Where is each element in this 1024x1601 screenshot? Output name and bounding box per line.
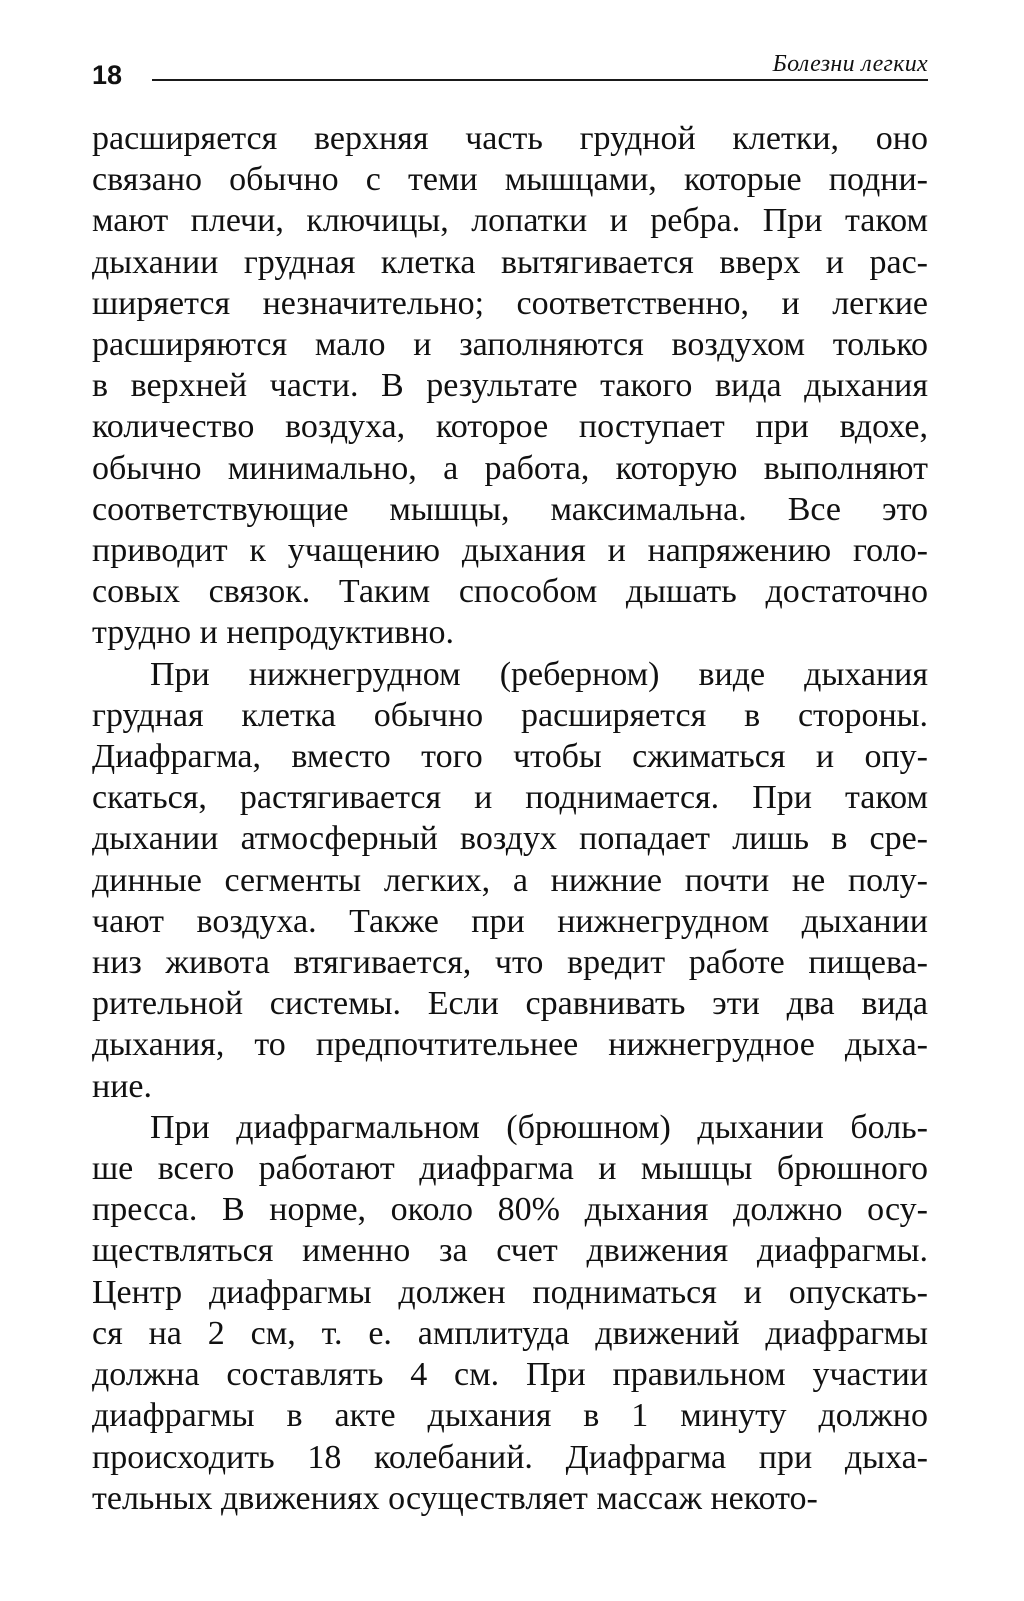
text-line: трудно и непродуктивно. [92, 614, 455, 652]
text-line: ше всего работают диафрагма и мышцы брюшного [92, 1150, 928, 1188]
text-line: чают воздуха. Также при нижнегрудном дыхании [92, 902, 928, 940]
text-line: динные сегменты легких, а нижние почти не полу- [92, 861, 928, 899]
text-line: низ живота втягивается, что вредит работе пищева- [92, 944, 928, 982]
page-number: 18 [92, 60, 123, 90]
text-line: тельных движениях осуществляет массаж некото- [92, 1479, 818, 1517]
page-header [92, 50, 928, 90]
text-line: диафрагмы в акте дыхания в 1 минуту должно [92, 1397, 928, 1435]
text-line: дыхании грудная клетка вытягивается вверх и рас- [92, 243, 928, 281]
text-line: происходить 18 колебаний. Диафрагма при дыха- [92, 1438, 928, 1476]
text-line: ние. [92, 1067, 152, 1105]
text-line: Центр диафрагмы должен подниматься и опускать- [92, 1273, 928, 1311]
text-line: ся на 2 см, т. е. амплитуда движений диафрагмы [92, 1314, 928, 1352]
text-line: связано обычно с теми мышцами, которые подни- [92, 161, 928, 199]
text-line: мают плечи, ключицы, лопатки и ребра. При таком [92, 202, 928, 240]
text-line: совых связок. Таким способом дышать достаточно [92, 573, 928, 611]
running-title: Болезни легких [772, 51, 928, 77]
text-line: рительной системы. Если сравнивать эти два вида [92, 985, 928, 1023]
text-line: расширяется верхняя часть грудной клетки, оно [92, 120, 928, 157]
text-line: расширяются мало и заполняются воздухом только [92, 326, 928, 364]
text-line: в верхней части. В результате такого вида дыхания [92, 367, 928, 405]
text-line: ширяется незначительно; соответственно, и легкие [92, 284, 928, 322]
paragraph [92, 1107, 928, 1519]
text-line: приводит к учащению дыхания и напряжению голо- [92, 532, 928, 570]
text-line: дыхания, то предпочтительнее нижнегрудное дыха- [92, 1026, 928, 1064]
text-line: скаться, растягивается и поднимается. При таком [92, 779, 928, 817]
body-text [92, 118, 928, 1519]
text-line: грудная клетка обычно расширяется в стороны. [92, 696, 928, 734]
text-line: Диафрагма, вместо того чтобы сжиматься и опу- [92, 738, 928, 776]
text-line: соответствующие мышцы, максимальна. Все это [92, 490, 928, 528]
paragraph [92, 118, 928, 654]
text-line: должна составлять 4 см. При правильном участии [92, 1356, 928, 1394]
text-line: ществляться именно за счет движения диафрагмы. [92, 1232, 928, 1270]
text-line: дыхании атмосферный воздух попадает лишь в сре- [92, 820, 928, 858]
text-line: При нижнегрудном (реберном) виде дыхания [150, 655, 928, 693]
text-line: При диафрагмальном (брюшном) дыхании боль- [150, 1108, 928, 1146]
text-line: пресса. В норме, около 80% дыхания должно осу- [92, 1191, 928, 1229]
paragraph [92, 654, 928, 1107]
text-line: обычно минимально, а работа, которую выполняют [92, 449, 928, 487]
header-rule [152, 79, 928, 81]
text-line: количество воздуха, которое поступает при вдохе, [92, 408, 928, 446]
